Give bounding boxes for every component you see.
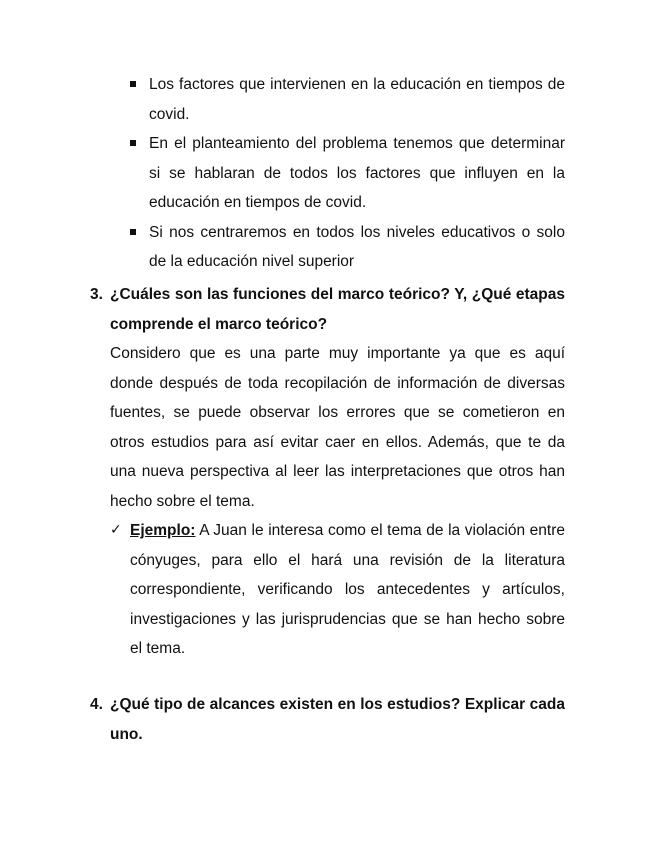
question-4 [90,690,565,749]
bullet-text: Si nos centraremos en todos los niveles educativos o solo de la educación nivel superior [149,223,565,270]
bullet-text: En el planteamiento del problema tenemos que determinar si se hablaran de todos los factores que influyen en la educación en tiempos de covid. [149,135,565,211]
square-bullet-icon [130,81,136,87]
example-item [110,516,565,664]
question-3 [90,280,565,339]
square-bullet-icon [130,229,136,235]
checkmark-icon: ✓ [110,522,122,538]
example-label: Ejemplo: [130,522,196,539]
answer-paragraph: Considero que es una parte muy importante ya que es aquí donde después de toda recopilación de información de diversas fuentes, se puede observar los errores que se cometieron en otros estudios para así evitar caer en ellos. Además, que te da una nueva perspectiva al leer las interpretaciones que otros han hecho sobre el tema. [110,345,565,510]
question-number: 3. [90,286,103,303]
example-text: A Juan le interesa como el tema de la violación entre cónyuges, para ello el hará una revisión de la literatura correspondiente, verificando los antecedentes y artículos, investigaciones y las jurisprudencias que se han hecho sobre el tema. [130,522,565,657]
question-text: ¿Qué tipo de alcances existen en los estudios? Explicar cada uno. [110,696,565,743]
question-number: 4. [90,696,103,713]
square-bullet-icon [130,140,136,146]
bullet-text: Los factores que intervienen en la educación en tiempos de covid. [149,76,565,123]
question-text: ¿Cuáles son las funciones del marco teórico? Y, ¿Qué etapas comprende el marco teórico? [110,286,565,333]
example-body [130,516,565,664]
list-item [130,70,565,129]
bullet-list [130,70,565,277]
list-item [130,218,565,277]
list-item [130,129,565,218]
